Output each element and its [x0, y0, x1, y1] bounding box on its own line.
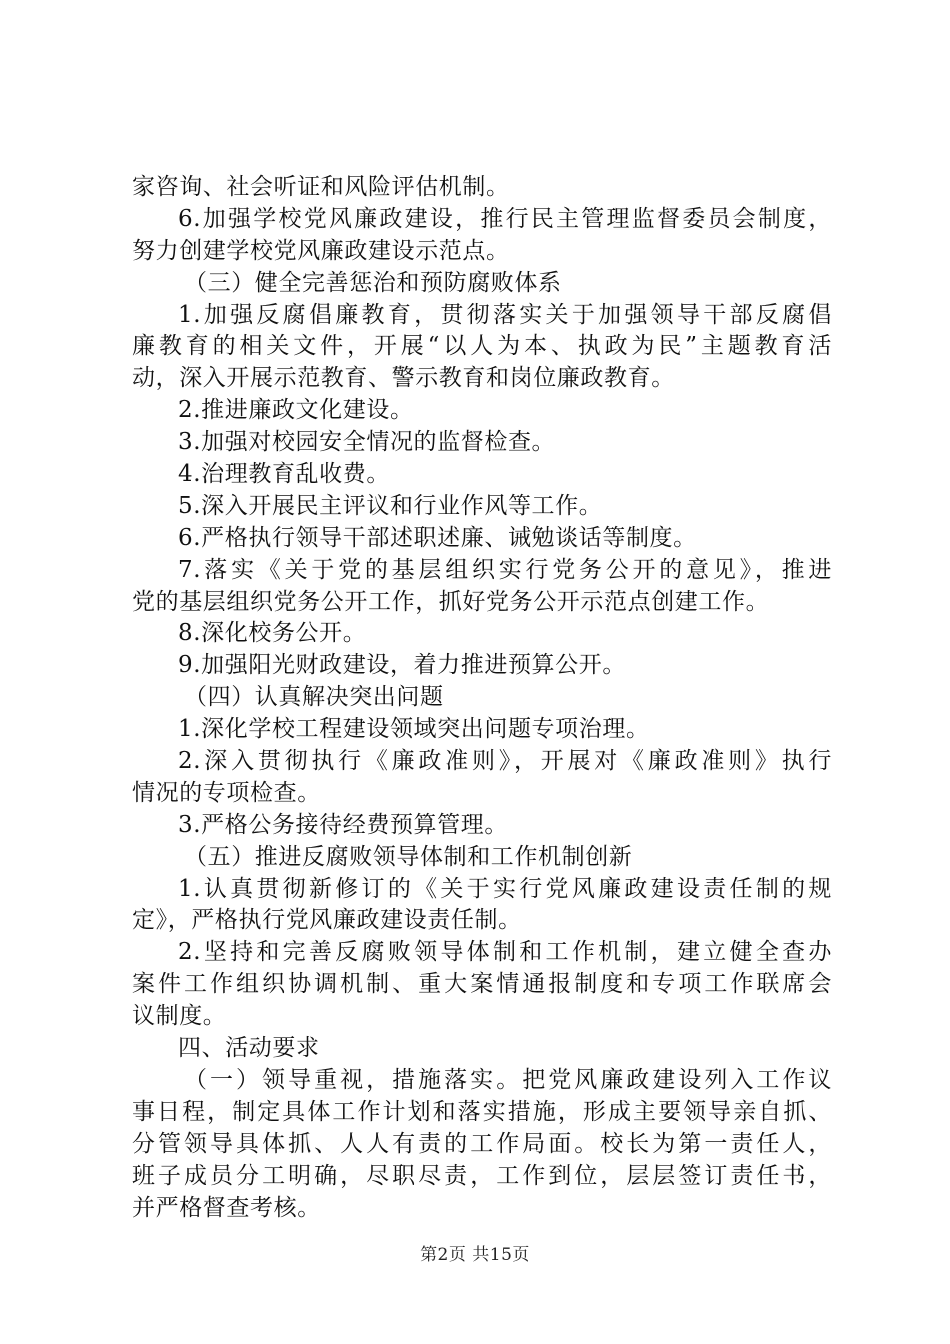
text-line: 议制度。 [132, 1003, 227, 1030]
text-line: 动，深入开展示范教育、警示教育和岗位廉政教育。 [132, 365, 675, 392]
text-line: 6.加强学校党风廉政建设，推行民主管理监督委员会制度， [178, 205, 832, 232]
text-line: 7.落实《关于党的基层组织实行党务公开的意见》，推进 [178, 556, 832, 583]
text-line: 3.加强对校园安全情况的监督检查。 [178, 429, 556, 456]
text-line: 党的基层组织党务公开工作，抓好党务公开示范点创建工作。 [132, 588, 770, 615]
text-line: 并严格督查考核。 [132, 1194, 321, 1221]
text-line: （一）领导重视，措施落实。把党风廉政建设列入工作议 [184, 1066, 832, 1093]
text-line: 分管领导具体抓、人人有责的工作局面。校长为第一责任人， [132, 1130, 832, 1157]
text-line: 6.严格执行领导干部述职述廉、诫勉谈话等制度。 [178, 524, 697, 551]
text-line: 1.加强反腐倡廉教育，贯彻落实关于加强领导干部反腐倡 [178, 301, 832, 328]
page-number-footer: 第2页 共15页 [420, 1245, 530, 1265]
text-line: 4.治理教育乱收费。 [178, 461, 390, 488]
document-body [132, 172, 832, 1224]
text-line: 事日程，制定具体工作计划和落实措施，形成主要领导亲自抓、 [132, 1098, 832, 1125]
text-line: 家咨询、社会听证和风险评估机制。 [132, 174, 510, 200]
section-heading: （四）认真解决突出问题 [184, 684, 444, 711]
section-heading: 四、活动要求 [178, 1035, 320, 1062]
text-line: 班子成员分工明确，尽职尽责，工作到位，层层签订责任书， [132, 1162, 832, 1189]
text-line: 1.深化学校工程建设领域突出问题专项治理。 [178, 716, 650, 743]
text-line: 廉教育的相关文件，开展“以人为本、执政为民”主题教育活 [132, 333, 832, 360]
text-line: 情况的专项检查。 [132, 779, 321, 806]
text-line: 定》，严格执行党风廉政建设责任制。 [132, 907, 522, 934]
text-line: 3.严格公务接待经费预算管理。 [178, 811, 508, 838]
text-line: 案件工作组织协调机制、重大案情通报制度和专项工作联席会 [132, 971, 832, 998]
section-heading: （五）推进反腐败领导体制和工作机制创新 [184, 843, 633, 870]
text-line: 1.认真贯彻新修订的《关于实行党风廉政建设责任制的规 [178, 875, 832, 902]
text-line: 2.坚持和完善反腐败领导体制和工作机制，建立健全查办 [178, 939, 832, 966]
text-line: 努力创建学校党风廉政建设示范点。 [132, 237, 510, 264]
text-line: 2.深入贯彻执行《廉政准则》，开展对《廉政准则》执行 [178, 748, 832, 775]
text-line: 9.加强阳光财政建设，着力推进预算公开。 [178, 652, 626, 679]
text-line: 2.推进廉政文化建设。 [178, 397, 414, 424]
text-line: 8.深化校务公开。 [178, 620, 367, 647]
text-line: 5.深入开展民主评议和行业作风等工作。 [178, 492, 603, 519]
section-heading: （三）健全完善惩治和预防腐败体系 [184, 269, 562, 296]
